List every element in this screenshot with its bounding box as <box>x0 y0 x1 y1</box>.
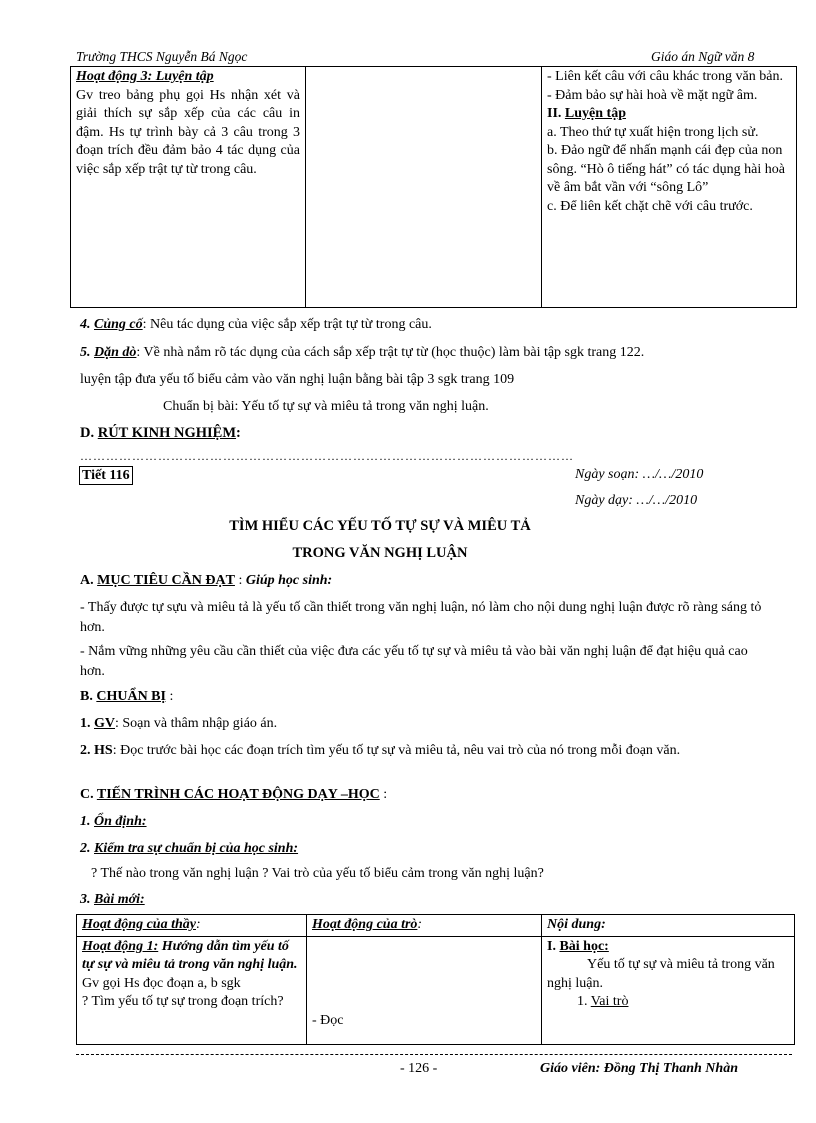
answer-c: c. Để liên kết chặt chẽ với câu trước. <box>547 198 753 214</box>
content-line: - Liên kết câu với câu khác trong văn bản. <box>547 69 783 84</box>
step-2: 2. Kiểm tra sự chuẩn bị của học sinh: <box>80 841 299 856</box>
dan-do-line3: Chuẩn bị bài: Yếu tố tự sự và miêu tả trong văn nghị luận. <box>163 399 489 414</box>
rut-kinh-nghiem: D. RÚT KINH NGHIỆM: <box>80 425 241 441</box>
section-a-heading: A. MỤC TIÊU CẦN ĐẠT : Giúp học sinh: <box>80 573 333 588</box>
dotted-line: …………………………………………………………………………………………………… <box>80 449 574 463</box>
date-taught: Ngày dạy: …/…/2010 <box>575 493 698 508</box>
section-c-heading: C. TIẾN TRÌNH CÁC HOẠT ĐỘNG DẠY –HỌC : <box>80 787 388 802</box>
lesson-heading: I. Bài học: <box>547 938 609 954</box>
objective-1: - Thấy được tự sựu và miêu tả là yếu tố cần thiết trong văn nghị luận, nó làm cho nội dung nghị luận được rõ ràng sáng tỏ hơn. <box>80 600 762 635</box>
page-number: - 126 - <box>400 1061 438 1076</box>
footer-divider <box>76 1054 792 1055</box>
content-cell <box>542 936 795 1044</box>
teacher-question: ? Tìm yếu tố tự sự trong đoạn trích? <box>82 994 284 1009</box>
activity-table-top <box>70 66 797 308</box>
lesson-title-line2: TRONG VĂN NGHỊ LUẬN <box>292 545 468 561</box>
dan-do: 5. Dặn dò: Về nhà nắm rõ tác dụng của cách sắp xếp trật tự từ (học thuộc) làm bài tập sgk trang 122. <box>80 345 645 360</box>
content-line: - Đảm bảo sự hài hoà về mặt ngữ âm. <box>547 87 758 103</box>
header-content: Nội dung: <box>542 915 795 937</box>
teacher-name: Giáo viên: Đồng Thị Thanh Nhàn <box>540 1061 738 1076</box>
header-teacher: Hoạt động của thầy: <box>77 915 307 937</box>
teacher-activity-cell <box>71 67 306 308</box>
header-school: Trường THCS Nguyễn Bá Ngọc <box>76 49 248 64</box>
step-2-question: ? Thế nào trong văn nghị luận ? Vai trò của yếu tố biểu cảm trong văn nghị luận? <box>91 866 544 881</box>
dan-do-title: Dặn dò <box>94 345 137 360</box>
section-b-heading: B. CHUẨN BỊ : <box>80 689 174 704</box>
date-prepared: Ngày soạn: …/…/2010 <box>575 467 704 482</box>
step-3: 3. Bài mới: <box>80 892 145 907</box>
student-activity-cell <box>306 67 542 308</box>
content-cell <box>542 67 797 308</box>
answer-b: b. Đảo ngữ để nhấn mạnh cái đẹp của non sông. “Hò ô tiếng hát” có tác dụng hài hoà về âm bắt vần với “sông Lô” <box>547 143 785 195</box>
objective-2: - Nắm vững những yêu cầu cần thiết của việc đưa các yếu tố tự sự và miêu tả vào bài văn nghị luận để đạt hiệu quả cao hơn. <box>80 644 748 679</box>
step-1: 1. Ổn định: <box>80 814 147 829</box>
header-student: Hoạt động của trò: <box>307 915 542 937</box>
lesson-title-line1: TÌM HIỂU CÁC YẾU TỐ TỰ SỰ VÀ MIÊU TẢ <box>229 518 531 534</box>
answer-a: a. Theo thứ tự xuất hiện trong lịch sử. <box>547 124 759 140</box>
header-subject: Giáo án Ngữ văn 8 <box>651 49 755 64</box>
teacher-activity-cell <box>77 936 307 1044</box>
teacher-line: Gv gọi Hs đọc đoạn a, b sgk <box>82 975 241 991</box>
activity-3-heading: Hoạt động 3: Luyện tập <box>76 69 214 84</box>
student-action: - Đọc <box>312 1012 344 1028</box>
prep-gv: 1. GV: Soạn và thâm nhập giáo án. <box>80 716 278 731</box>
activity-table-bottom <box>76 914 795 1045</box>
dan-do-line2: luyện tập đưa yếu tố biểu cảm vào văn nghị luận bằng bài tập 3 sgk trang 109 <box>80 372 515 387</box>
lesson-sub: 1. Vai trò <box>577 994 629 1009</box>
lesson-number: Tiết 116 <box>79 466 133 485</box>
prep-hs: 2. HS: Đọc trước bài học các đoạn trích tìm yếu tố tự sự và miêu tả, nêu vai trò của nó trong mỗi đoạn văn. <box>80 743 681 758</box>
lesson-text: Yếu tố tự sự và miêu tả trong văn nghị luận. <box>547 957 775 991</box>
cung-co-title: Củng cố <box>94 317 143 332</box>
activity-1-heading: Hoạt động 1: Hướng dẫn tìm yếu tố tự sự và miêu tả trong văn nghị luận. <box>82 938 298 972</box>
cung-co: 4. Củng cố: Nêu tác dụng của việc sắp xếp trật tự từ trong câu. <box>80 317 432 332</box>
activity-3-text: Gv treo bảng phụ gọi Hs nhận xét và giải thích sự sắp xếp của các câu in đậm. Hs tự trình bày cả 3 câu trong 3 đoạn trích đều đảm bảo 4 tác dụng của việc sắp xếp trật tự từ trong câu. <box>76 87 300 177</box>
student-activity-cell <box>307 936 542 1044</box>
practice-heading: II. Luyện tập <box>547 106 626 121</box>
